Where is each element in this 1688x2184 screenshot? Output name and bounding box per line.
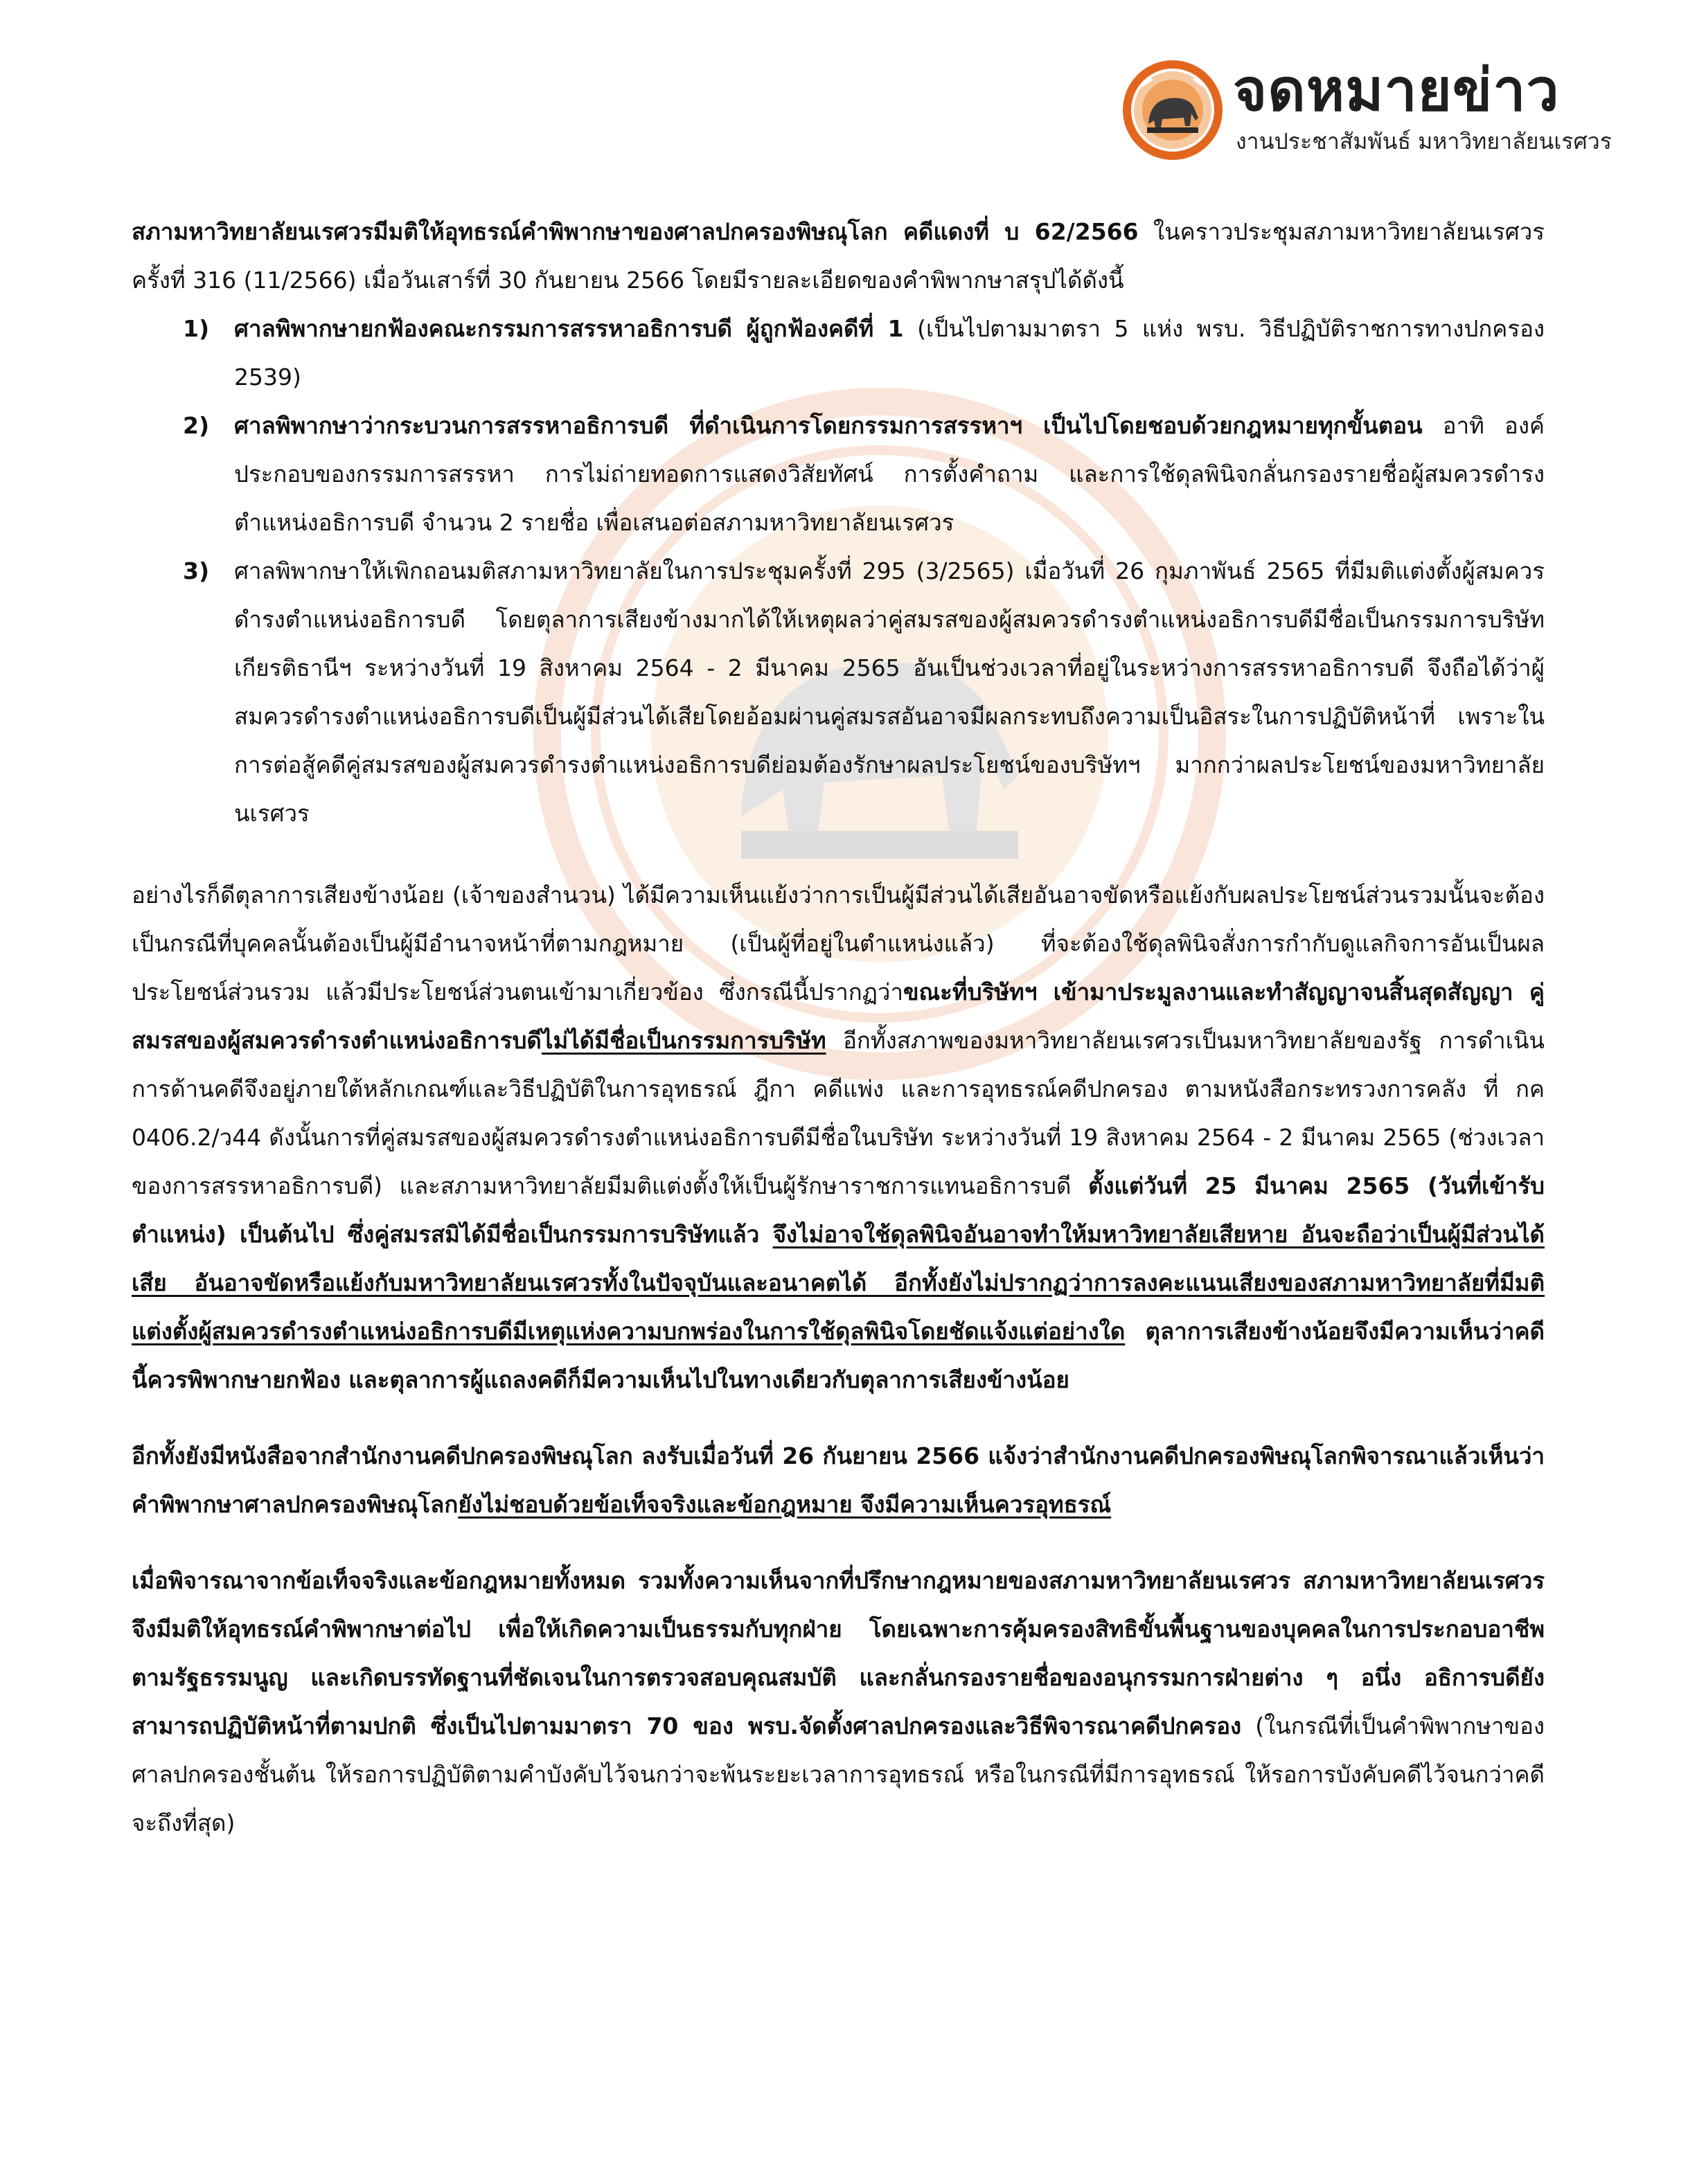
point-text: (เป็นไปตามมาตรา 5 แห่ง พรบ. วิธีปฏิบัติราชการทางปกครอง 2539) (234, 315, 1545, 391)
list-number: 2) (183, 412, 210, 439)
newsletter-title: จดหมายข่าว (1233, 56, 1560, 124)
dissent-bold-3: ตุลาการเสียงข้างน้อยจึงมีความเห็นว่าคดีนี้ควรพิพากษายกฟ้อง และตุลาการผู้แถลงคดีก็มีความเห็นไปในทางเดียวกับตุลาการเสียงข้างน้อย (132, 1318, 1545, 1393)
resolution-bold: เมื่อพิจารณาจากข้อเท็จจริงและข้อกฎหมายทั้งหมด รวมทั้งความเห็นจากที่ปรึกษากฎหมายของสภามหาวิทยาลัยนเรศวร สภามหาวิทยาลัยนเรศวรจึงมีมติให้อุทธรณ์คำพิพากษาต่อไป เพื่อให้เกิดความเป็นธรรมกับทุกฝ่าย โดยเฉพาะการคุ้มครองสิทธิขั้นพื้นฐานของบุคคลในการประกอบอาชีพตามรัฐธรรมนูญ และเกิดบรรทัดฐานที่ชัดเจนในการตรวจสอบคุณสมบัติ และกลั่นกรองรายชื่อของอนุกรรมการฝ่ายต่าง ๆ อนึ่ง อธิการบดียังสามารถปฏิบัติหน้าที่ตามปกติ ซึ่งเป็นไปตามมาตรา 70 ของ พรบ.จัดตั้งศาลปกครองและวิธีพิจารณาคดีปกครอง (132, 1567, 1545, 1739)
list-number: 3) (183, 557, 210, 584)
dissent-bold: ขณะที่บริษัทฯ เข้ามาประมูลงานและทำสัญญาจนสิ้นสุดสัญญา คู่สมรสของผู้สมควรดำรงตำแหน่งอธิการบดี (132, 978, 1545, 1054)
office-letter-underline: ยังไม่ชอบด้วยข้อเท็จจริงและข้อกฎหมาย จึงมีความเห็นควรอุทธรณ์ (458, 1491, 1112, 1518)
dissent-bold-2: ตั้งแต่วันที่ 25 มีนาคม 2565 (วันที่เข้ารับตำแหน่ง) เป็นต้นไป ซึ่งคู่สมรสมิได้มีชื่อเป็นกรรมการบริษัทแล้ว (132, 1172, 1545, 1248)
document-body (132, 208, 1545, 1847)
point-text: อาทิ องค์ประกอบของกรรมการสรรหา การไม่ถ่ายทอดการแสดงวิสัยทัศน์ การตั้งคำถาม และการใช้ดุลพินิจกลั่นกรองรายชื่อผู้สมควรดำรงตำแหน่งอธิการบดี จำนวน 2 รายชื่อ เพื่อเสนอต่อสภามหาวิทยาลัยนเรศวร (234, 412, 1545, 536)
list-item (132, 547, 1545, 838)
list-number: 1) (183, 315, 210, 342)
dissent-underline-2: จึงไม่อาจใช้ดุลพินิจอันอาจทำให้มหาวิทยาลัยเสียหาย อันจะถือว่าเป็นผู้มีส่วนได้เสีย อันอาจขัดหรือแย้งกับมหาวิทยาลัยนเรศวรทั้งในปัจจุบันและอนาคตได้ อีกทั้งยังไม่ปรากฏว่าการลงคะแนนเสียงของสภามหาวิทยาลัยที่มีมติแต่งตั้งผู้สมควรดำรงตำแหน่งอธิการบดีมีเหตุแห่งความบกพร่องในการใช้ดุลพินิจโดยชัดแจ้งแต่อย่างใด (132, 1221, 1545, 1345)
intro-text: ในคราวประชุมสภามหาวิทยาลัยนเรศวรครั้งที่ 316 (11/2566) เมื่อวันเสาร์ที่ 30 กันยายน 2566 โดยมีรายละเอียดของคำพิพากษาสรุปได้ดังนี้ (132, 218, 1545, 294)
judgment-points-list (132, 305, 1545, 838)
newsletter-header (1121, 55, 1612, 166)
point-bold: ศาลพิพากษายกฟ้องคณะกรรมการสรรหาอธิการบดี ผู้ถูกฟ้องคดีที่ 1 (234, 315, 904, 342)
dissent-text-2: อีกทั้งสภาพของมหาวิทยาลัยนเรศวรเป็นมหาวิทยาลัยของรัฐ การดำเนินการด้านคดีจึงอยู่ภายใต้หลักเกณฑ์และวิธีปฏิบัติในการอุทธรณ์ ฎีกา คดีแพ่ง และการอุทธรณ์คดีปกครอง ตามหนังสือกระทรวงการคลัง ที่ กค 0406.2/ว44 ดังนั้นการที่คู่สมรสของผู้สมควรดำรงตำแหน่งอธิการบดีมีชื่อในบริษัท ระหว่างวันที่ 19 สิงหาคม 2564 - 2 มีนาคม 2565 (ช่วงเวลาของการสรรหาอธิการบดี) และสภามหาวิทยาลัยมีมติแต่งตั้งให้เป็นผู้รักษาราชการแทนอธิการบดี (132, 1027, 1545, 1199)
office-letter-paragraph (132, 1432, 1545, 1529)
resolution-text: (ในกรณีที่เป็นคำพิพากษาของศาลปกครองชั้นต้น ให้รอการปฏิบัติตามคำบังคับไว้จนกว่าจะพ้นระยะเวลาการอุทธรณ์ หรือในกรณีที่มีการอุทธรณ์ ให้รอการบังคับคดีไว้จนกว่าคดีจะถึงที่สุด) (132, 1712, 1545, 1836)
list-item (132, 402, 1545, 547)
point-text: ศาลพิพากษาให้เพิกถอนมติสภามหาวิทยาลัยในการประชุมครั้งที่ 295 (3/2565) เมื่อวันที่ 26 กุมภาพันธ์ 2565 ที่มีมติแต่งตั้งผู้สมควรดำรงตำแหน่งอธิการบดี โดยตุลาการเสียงข้างมากได้ให้เหตุผลว่าคู่สมรสของผู้สมควรดำรงตำแหน่งอธิการบดีมีชื่อเป็นกรรมการบริษัทเกียรติธานีฯ ระหว่างวันที่ 19 สิงหาคม 2564 - 2 มีนาคม 2565 อันเป็นช่วงเวลาที่อยู่ในระหว่างการสรรหาอธิการบดี จึงถือได้ว่าผู้สมควรดำรงตำแหน่งอธิการบดีเป็นผู้มีส่วนได้เสียโดยอ้อมผ่านคู่สมรสอันอาจมีผลกระทบถึงความเป็นอิสระในการปฏิบัติหน้าที่ เพราะในการต่อสู้คดีคู่สมรสของผู้สมควรดำรงตำแหน่งอธิการบดีย่อมต้องรักษาผลประโยชน์ของบริษัทฯ มากกว่าผลประโยชน์ของมหาวิทยาลัยนเรศวร (234, 557, 1545, 827)
office-letter-bold: อีกทั้งยังมีหนังสือจากสำนักงานคดีปกครองพิษณุโลก ลงรับเมื่อวันที่ 26 กันยายน 2566 แจ้งว่าสำนักงานคดีปกครองพิษณุโลกพิจารณาแล้วเห็นว่าคำพิพากษาศาลปกครองพิษณุโลก (132, 1442, 1545, 1518)
resolution-paragraph (132, 1557, 1545, 1847)
point-bold: ศาลพิพากษาว่ากระบวนการสรรหาอธิการบดี ที่ดำเนินการโดยกรรมการสรรหาฯ เป็นไปโดยชอบด้วยกฎหมายทุกขั้นตอน (234, 412, 1423, 439)
intro-paragraph (132, 208, 1545, 305)
intro-bold: สภามหาวิทยาลัยนเรศวรมีมติให้อุทธรณ์คำพิพากษาของศาลปกครองพิษณุโลก คดีแดงที่ บ 62/2566 (132, 218, 1139, 245)
elephant-seal-icon (1121, 58, 1225, 162)
list-item (132, 305, 1545, 402)
dissent-paragraph (132, 871, 1545, 1404)
dissent-text: อย่างไรก็ดีตุลาการเสียงข้างน้อย (เจ้าของสำนวน) ได้มีความเห็นแย้งว่าการเป็นผู้มีส่วนได้เสียอันอาจขัดหรือแย้งกับผลประโยชน์ส่วนรวมนั้นจะต้องเป็นกรณีที่บุคคลนั้นต้องเป็นผู้มีอำนาจหน้าที่ตามกฎหมาย (เป็นผู้ที่อยู่ในตำแหน่งแล้ว) ที่จะต้องใช้ดุลพินิจสั่งการกำกับดูแลกิจการอันเป็นผลประโยชน์ส่วนรวม แล้วมีประโยชน์ส่วนตนเข้ามาเกี่ยวข้อง ซึ่งกรณีนี้ปรากฏว่า (132, 881, 1545, 1005)
newsletter-subtitle: งานประชาสัมพันธ์ มหาวิทยาลัยนเรศวร (1236, 128, 1612, 154)
dissent-underline: ไม่ได้มีชื่อเป็นกรรมการบริษัท (541, 1027, 826, 1054)
